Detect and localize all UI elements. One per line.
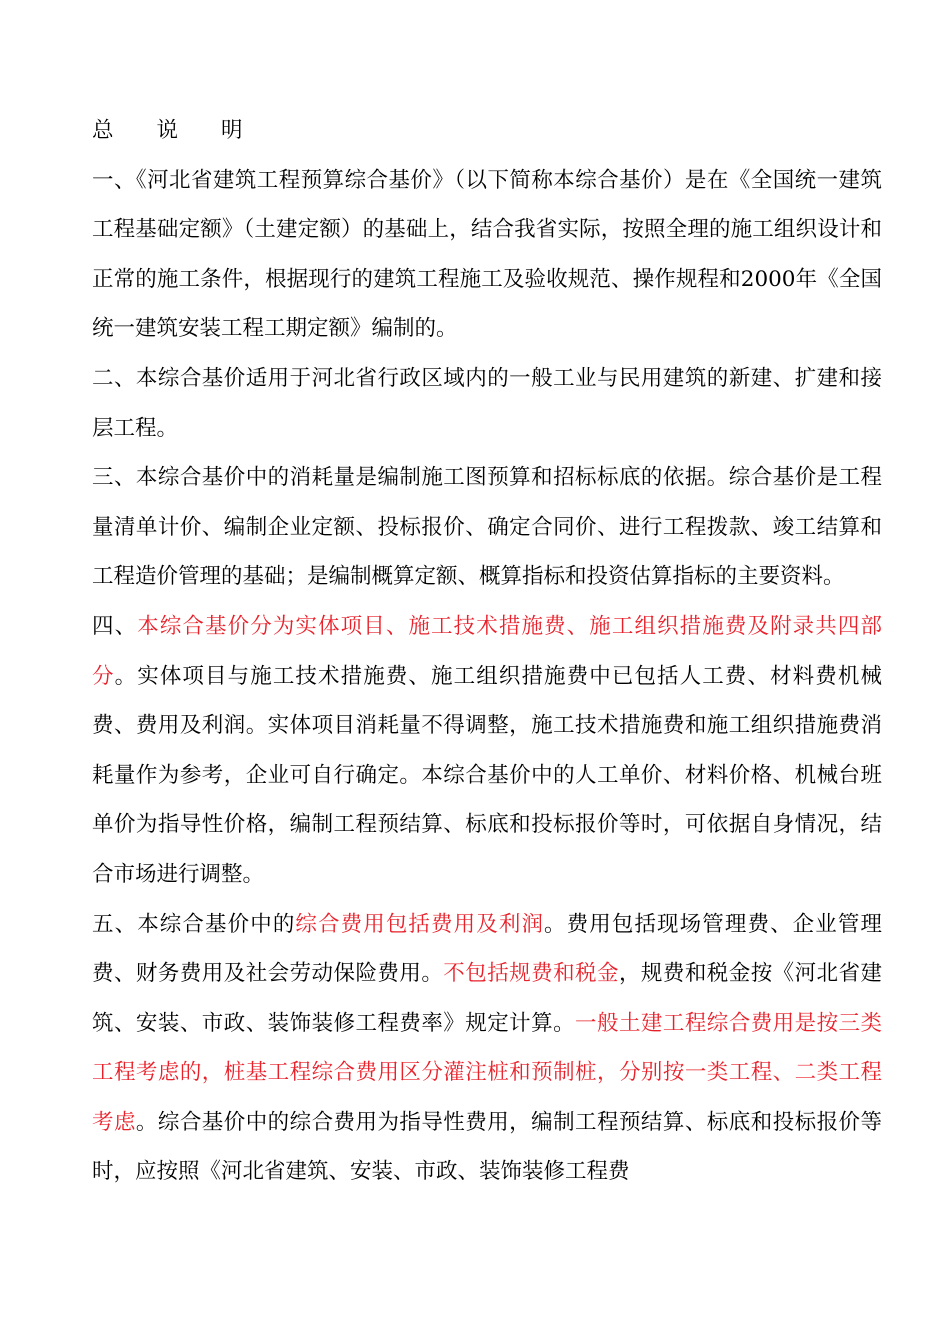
text-run: ，规费和税金按《河北省建筑、安装、市政、装饰装修工程费率》规定计算。 (92, 961, 882, 1036)
text-run: 。综合基价中的综合费用为指导性费用，编制工程预结算、标底和投标报价等时，应按照《河北省建筑、安装、市政、装饰装修工程费 (92, 1109, 882, 1185)
paragraph-2 (92, 354, 882, 453)
text-run: 五、本综合基价中的 (92, 911, 296, 937)
document-body (92, 106, 882, 1197)
text-run: 。实体项目与施工技术措施费、施工组织措施费中已包括人工费、材料费机械费、费用及利润。实体项目消耗量不得调整，施工技术措施费和施工组织措施费消耗量作为参考，企业可自行确定。本综合基价中的人工单价、材料价格、机械台班单价为指导性价格，编制工程预结算、标底和投标报价等时，可依据自身情况，结合市场进行调整。 (92, 663, 882, 887)
paragraph-5 (92, 900, 882, 1198)
highlighted-text-run: 综合费用包括费用及利润 (295, 911, 545, 937)
text-run: 一、《河北省建筑工程预算综合基价》（以下简称本综合基价）是在《全国统一建筑工程基础定额》（土建定额）的基础上，结合我省实际，按照全理的施工组织设计和正常的施工条件，根据现行的建筑工程施工及验收规范、操作规程和2000年《全国统一建筑安装工程工期定额》编制的。 (92, 167, 882, 342)
paragraph-4 (92, 602, 882, 900)
text-run: 三、本综合基价中的消耗量是编制施工图预算和招标标底的依据。综合基价是工程量清单计价、编制企业定额、投标报价、确定合同价、进行工程拨款、竣工结算和工程造价管理的基础；是编制概算定额、概算指标和投资估算指标的主要资料。 (92, 465, 882, 590)
highlighted-text-run: 一般土建工程综合费用是按三类工程考虑的，桩基工程综合费用区分灌注桩和预制桩，分别按一类工程、二类工程考虑 (92, 1010, 882, 1135)
paragraph-3 (92, 453, 882, 602)
document-title: 总 说 明 (92, 118, 243, 143)
highlighted-text-run: 不包括规费和税金 (443, 961, 619, 987)
text-run: 。费用包括现场管理费、企业管理费、财务费用及社会劳动保险费用。 (92, 911, 882, 987)
highlighted-text-run: 本综合基价分为实体项目、施工技术措施费、施工组织措施费及附录共四部分 (92, 613, 882, 689)
text-run: 二、本综合基价适用于河北省行政区域内的一般工业与民用建筑的新建、扩建和接层工程。 (92, 365, 882, 441)
paragraph-1 (92, 156, 882, 354)
text-run: 四、 (92, 613, 138, 639)
